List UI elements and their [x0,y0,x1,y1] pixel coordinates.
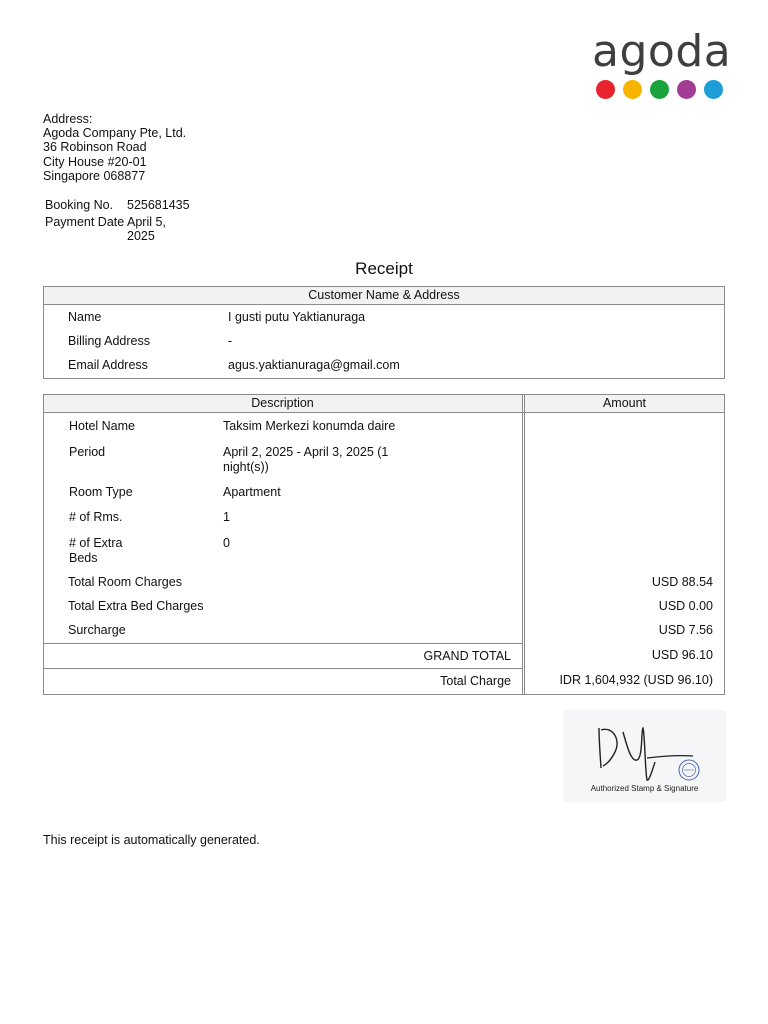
surcharge-label: Surcharge [68,623,126,637]
address-label: Address: [43,112,93,126]
name-value: I gusti putu Yaktianuraga [228,310,366,324]
handwritten-signature [563,710,726,784]
email-value: agus.yaktianuraga@gmail.com [228,358,400,372]
address-line: 36 Robinson Road [43,140,147,155]
hotel-name-value: Taksim Merkezi konumda daire [223,419,396,433]
period-label: Period [69,445,106,459]
description-header: Description [251,396,314,410]
extra-beds-value: 0 [223,536,230,550]
logo-dot-yellow [623,80,642,99]
billing-address-label: Billing Address [68,334,150,348]
footer-note: This receipt is automatically generated. [43,833,260,847]
rooms-value: 1 [223,510,230,524]
extra-beds-label-line: Beds [69,551,98,565]
extra-beds-label [69,536,123,566]
booking-no-label: Booking No. [45,198,114,212]
grand-total-label: GRAND TOTAL [423,649,511,663]
total-room-charges-amount: USD 88.54 [651,575,713,589]
address-line: Agoda Company Pte, Ltd. [43,126,187,141]
customer-table-header: Customer Name & Address [44,287,724,305]
email-label: Email Address [68,358,148,372]
extra-bed-charges-amount: USD 0.00 [658,599,713,613]
extra-bed-charges-label: Total Extra Bed Charges [68,599,204,613]
company-address [43,112,186,183]
receipt-title: Receipt [355,259,413,278]
total-charge-amount: IDR 1,604,932 (USD 96.10) [559,673,713,687]
address-line: Singapore 068877 [43,168,146,183]
address-line: City House #20-01 [43,154,147,169]
hotel-name-label: Hotel Name [69,419,135,433]
payment-date-value [127,215,197,243]
name-label: Name [68,310,102,324]
extra-beds-label-line: # of Extra [69,536,123,550]
amount-header: Amount [602,396,647,410]
signature-caption: Authorized Stamp & Signature [590,784,699,793]
booking-no-value: 525681435 [127,198,190,212]
billing-address-value: - [228,334,233,348]
period-value [223,445,388,475]
logo-dot-red [596,80,615,99]
room-type-value: Apartment [223,485,281,499]
payment-date-line: April 5, [127,215,166,229]
details-table [43,394,725,695]
total-charge-label: Total Charge [440,674,511,688]
period-line: night(s)) [223,460,269,474]
total-room-charges-label: Total Room Charges [68,575,182,589]
grand-total-amount: USD 96.10 [651,648,713,662]
room-type-label: Room Type [69,485,133,499]
period-line: April 2, 2025 - April 3, 2025 (1 [223,445,389,459]
rooms-label: # of Rms. [69,510,123,524]
logo-dot-purple [677,80,696,99]
payment-date-label: Payment Date [45,215,125,229]
signature-stamp-box [563,710,726,802]
surcharge-amount: USD 7.56 [658,623,713,637]
logo-dot-green [650,80,669,99]
payment-date-line: 2025 [127,229,155,243]
logo-dot-blue [704,80,723,99]
customer-table [43,286,725,379]
agoda-logo: agoda [592,26,732,77]
